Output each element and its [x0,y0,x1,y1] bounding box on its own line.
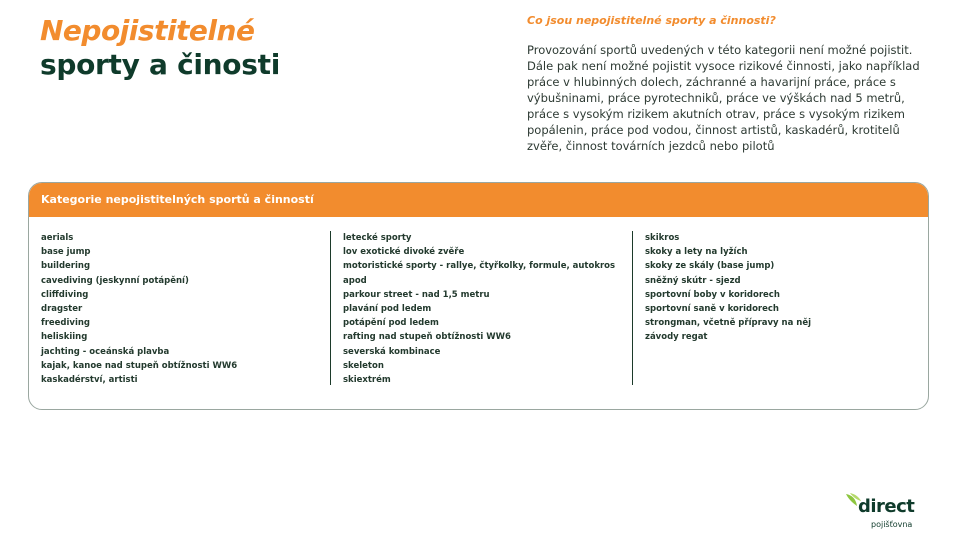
category-item: lov exotické divoké zvěře [343,247,465,258]
category-item: sportovní boby v koridorech [645,289,780,300]
logo-wordmark: direct [858,496,915,517]
category-item: motoristické sporty - rallye, čtyřkolky, formule, autokros [343,261,616,272]
category-item: strongman, včetně přípravy na něj [645,318,812,329]
category-item: skeleton [343,360,384,371]
category-item: letecké sporty [343,233,412,243]
category-item: závody regat [645,332,708,343]
page-title-line1: Nepojistitelné [40,14,255,47]
column-divider [632,231,633,385]
logo-subtitle: pojišťovna [871,520,913,529]
category-item: skoky a lety na lyžích [645,247,748,258]
info-description: Provozování sportů uvedených v této kategorii není možné pojistit. Dále pak není možné pojistit vysoce rizikové činnosti, jako například práce v hlubinných dolech, záchranné a havarijní práce, práce s výbušninami, práce pyrotechniků, práce ve výškách nad 5 metrů, práce s vysokým rizikem akutních otrav, práce s vysokým rizikem popálenin, práce pod vodou, činnost artistů, kaskadérů, krotitelů zvěře, činnost továrních jezdců nebo pilotů [527,43,920,153]
category-item: cavediving (jeskynní potápění) [41,275,189,286]
direct-logo [844,490,924,534]
info-question: Co jsou nepojistitelné sporty a činnosti? [527,14,776,27]
page-title [40,14,280,82]
category-item: aerials [41,233,74,243]
category-item: freediving [41,318,91,329]
category-item: heliskiing [41,332,88,343]
categories-column-1 [41,231,237,387]
category-item: sportovní saně v koridorech [645,304,779,315]
category-item: skoky ze skály (base jump) [645,261,775,272]
category-item: cliffdiving [41,289,89,300]
category-item: potápění pod ledem [343,318,439,329]
category-item: buildering [41,261,91,272]
category-item: skikros [645,233,680,243]
category-item: kajak, kanoe nad stupeň obtížnosti WW6 [41,360,238,371]
categories-card [28,182,929,410]
category-item: parkour street - nad 1,5 metru [343,289,490,300]
category-item: plavání pod ledem [343,304,432,315]
category-item: jachting - oceánská plavba [41,346,170,357]
column-divider [330,231,331,385]
page-title-line2: sporty a činosti [40,48,280,81]
category-item: base jump [41,247,91,258]
categories-header: Kategorie nepojistitelných sportů a činností [29,183,928,217]
categories-column-3 [645,231,811,345]
category-item: sněžný skútr - sjezd [645,275,741,286]
category-item: severská kombinace [343,346,441,357]
category-item: kaskadérství, artisti [41,375,138,386]
category-item: dragster [41,304,83,315]
category-item: rafting nad stupeň obtížnosti WW6 [343,332,511,343]
category-item: apod [343,275,367,286]
category-item: skiextrém [343,375,391,386]
categories-column-2 [343,231,615,387]
